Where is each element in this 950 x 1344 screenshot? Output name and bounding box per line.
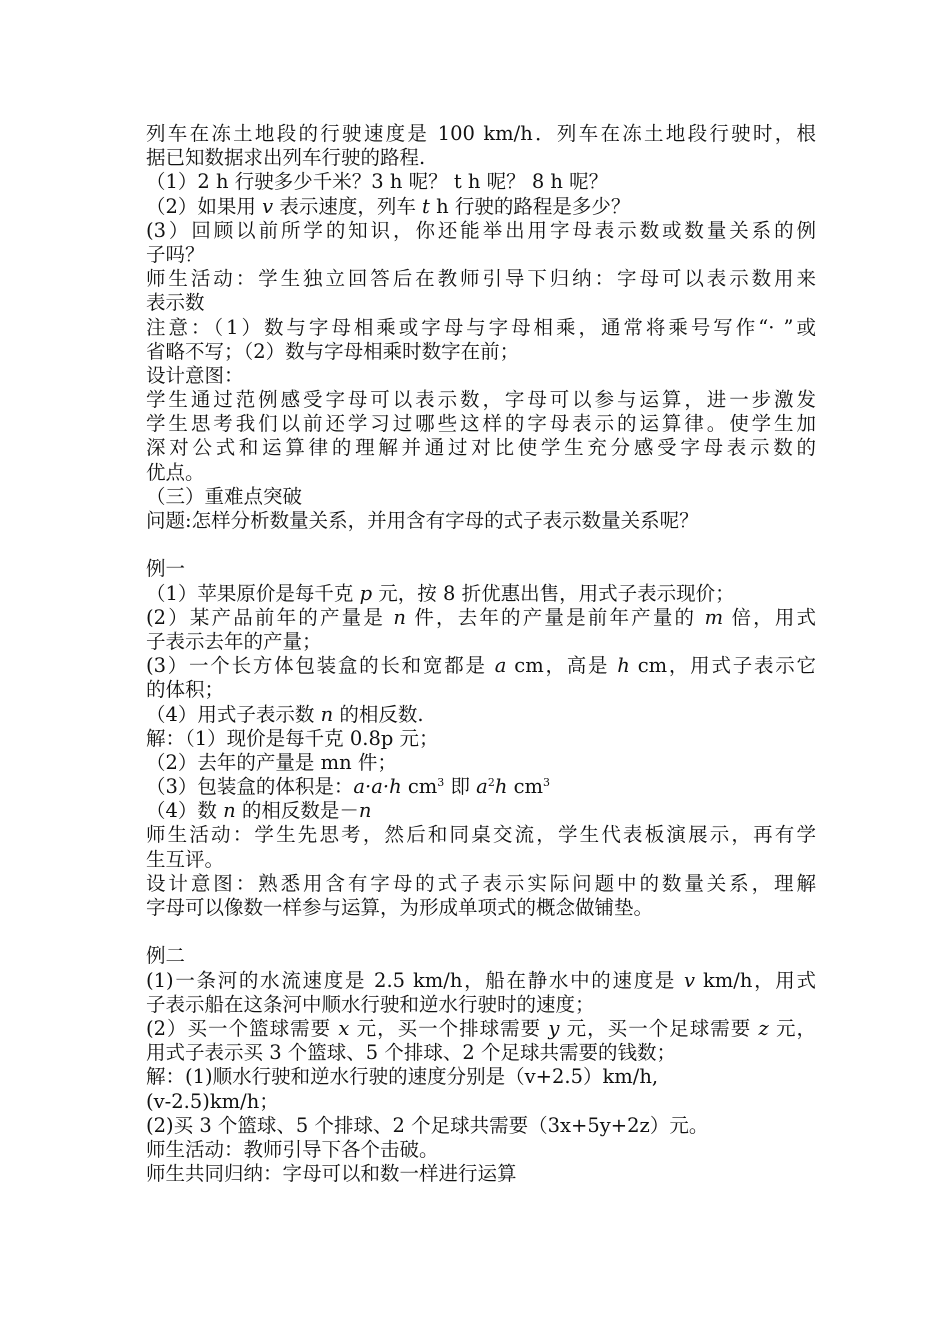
example-2-summary: 师生共同归纳：字母可以和数一样进行运算 — [146, 1162, 517, 1186]
example-1-problem-3-cont: 的体积； — [146, 678, 225, 702]
intro-question-3-cont: 子吗？ — [146, 242, 205, 266]
example-1-design-2: 字母可以像数一样参与运算，为形成单项式的概念做铺垫。 — [146, 896, 654, 919]
design-1-line-2: 学生思考我们以前还学习过哪些这样的字母表示的运算律。使学生加 — [146, 412, 816, 436]
activity-1-line-2: 表示数 — [146, 291, 205, 315]
design-1-line-4: 优点。 — [146, 460, 205, 484]
example-2-solution-1: 解：(1)顺水行驶和逆水行驶的速度分别是（v+2.5）km/h, — [146, 1065, 659, 1089]
note-line-2: 省略不写；（2）数与字母相乘时数字在前； — [146, 339, 520, 363]
example-1-problem-2: (2）某产品前年的产量是 n 件，去年的产量是前年产量的 m 倍，用式 — [146, 605, 817, 629]
question-line: 问题:怎样分析数量关系，并用含有字母的式子表示数量关系呢？ — [146, 509, 699, 532]
intro-question-2: （2）如果用 v 表示速度，列车 t h 行驶的路程是多少？ — [146, 194, 631, 218]
example-1-solution-2: （2）去年的产量是 mn 件； — [146, 750, 397, 774]
example-1-design-1: 设计意图：熟悉用含有字母的式子表示实际问题中的数量关系，理解 — [146, 871, 816, 895]
design-1-title: 设计意图： — [146, 363, 244, 387]
example-2-solution-2: (2)买 3 个篮球、5 个排球、2 个足球共需要（3x+5y+2z）元。 — [146, 1113, 709, 1137]
example-1-problem-4: （4）用式子表示数 n 的相反数. — [146, 702, 424, 726]
spacer — [146, 533, 816, 557]
example-1-activity-2: 生互评。 — [146, 847, 225, 871]
intro-line-2: 据已知数据求出列车行驶的路程. — [146, 146, 426, 170]
example-2-problem-2-cont: 用式子表示买 3 个篮球、5 个排球、2 个足球共需要的钱数； — [146, 1041, 677, 1065]
example-2-solution-1-cont: (v-2.5)km/h； — [146, 1089, 279, 1113]
intro-question-1: （1）2 h 行驶多少千米？3 h 呢？ t h 呢？ 8 h 呢？ — [146, 170, 609, 194]
example-1-problem-2-cont: 子表示去年的产量； — [146, 629, 322, 653]
example-1-activity-1: 师生活动：学生先思考，然后和同桌交流，学生代表板演展示，再有学 — [146, 823, 816, 847]
example-2-problem-1: (1)一条河的水流速度是 2.5 km/h，船在静水中的速度是 v km/h，用式 — [146, 968, 816, 992]
example-1-solution-1: 解：（1）现价是每千克 0.8p 元； — [146, 726, 439, 750]
document-page — [146, 122, 816, 1186]
example-2-problem-1-cont: 子表示船在这条河中顺水行驶和逆水行驶时的速度； — [146, 992, 595, 1016]
example-1-problem-1: （1）苹果原价是每千克 p 元，按 8 折优惠出售，用式子表示现价； — [146, 581, 735, 605]
design-1-line-1: 学生通过范例感受字母可以表示数，字母可以参与运算，进一步激发 — [146, 388, 816, 412]
example-1-problem-3: (3）一个长方体包装盒的长和宽都是 a cm，高是 h cm，用式子表示它 — [146, 654, 816, 678]
intro-line-1: 列车在冻土地段的行驶速度是 100 km/h．列车在冻土地段行驶时，根 — [146, 122, 816, 145]
example-2-problem-2: (2）买一个篮球需要 x 元，买一个排球需要 y 元，买一个足球需要 z 元， — [146, 1016, 816, 1040]
example-2-activity: 师生活动：教师引导下各个击破。 — [146, 1137, 439, 1161]
design-1-line-3: 深对公式和运算律的理解并通过对比使学生充分感受字母表示数的 — [146, 436, 816, 460]
example-1-solution-4: （4）数 n 的相反数是－n — [146, 799, 372, 823]
activity-1-line-1: 师生活动：学生独立回答后在教师引导下归纳：字母可以表示数用来 — [146, 267, 816, 291]
intro-question-3: (3）回顾以前所学的知识，你还能举出用字母表示数或数量关系的例 — [146, 218, 816, 242]
example-1-title: 例一 — [146, 557, 186, 581]
spacer — [146, 920, 816, 944]
section-heading: （三）重难点突破 — [146, 484, 303, 508]
example-1-solution-3: （3）包装盒的体积是：a·a·h $cm^3$ 即 $a^2h$ $cm^3$ — [146, 775, 550, 799]
example-2-title: 例二 — [146, 944, 186, 968]
note-line-1: 注意：（1）数与字母相乘或字母与字母相乘，通常将乘号写作“· ”或 — [146, 315, 816, 339]
